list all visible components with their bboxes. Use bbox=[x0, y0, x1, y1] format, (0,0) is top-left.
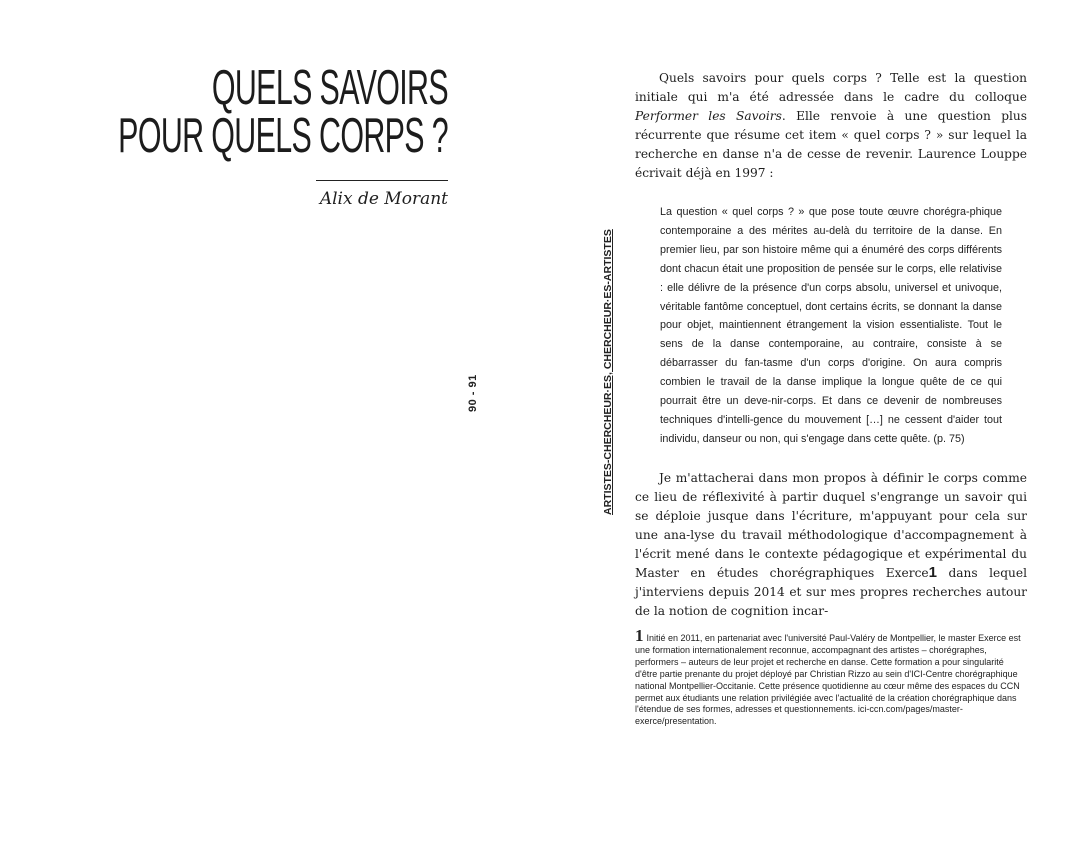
body-paragraph bbox=[635, 469, 1027, 621]
intro-text-1: Quels savoirs pour quels corps ? Telle est la question initiale qui m'a été adressée dans le cadre du colloque bbox=[635, 71, 1027, 104]
main-text-column bbox=[635, 69, 1027, 621]
footnote-reference[interactable]: 1 bbox=[928, 563, 937, 581]
chapter-title bbox=[0, 61, 448, 163]
body-text-2: dans lequel j'interviens depuis 2014 et sur mes propres recherches autour de la notion de cognition incar- bbox=[635, 565, 1027, 618]
title-line-1: QUELS SAVOIRS bbox=[211, 61, 448, 115]
intro-paragraph bbox=[635, 69, 1027, 183]
title-divider bbox=[316, 180, 448, 181]
page-numbers: 90 - 91 bbox=[467, 374, 479, 412]
footnote bbox=[635, 626, 1027, 728]
running-head: ARTISTES-CHERCHEUR·ES, CHERCHEUR·ES-ARTISTES bbox=[602, 229, 614, 515]
author-name: Alix de Morant bbox=[319, 189, 448, 209]
title-line-2: POUR QUELS CORPS ? bbox=[118, 109, 448, 163]
block-quote: La question « quel corps ? » que pose toute œuvre chorégra-phique contemporaine a des mérites au-delà du territoire de la danse. En premier lieu, par son histoire même qui a énuméré des corps différents dont chacun était une proposition de pensée sur le corps, elle relativise : elle délivre de la présence d'un corps absolu, universel et univoque, véritable fantôme conceptuel, dont certains écrits, se donnant la danse pour objet, maintiennent étrangement la vision essentialiste. Tout le sens de la danse contemporaine, au contraire, consiste à se débarrasser du fan-tasme d'un corps d'origine. On aura compris combien le travail de la danse implique la longue quête de ce qui pourrait être un deve-nir-corps. Et dans ce devenir de nombreuses techniques d'intelli-gence du mouvement […] ne cessent d'aider tout individu, danseur ou non, qui s'engage dans cette quête. (p. 75) bbox=[660, 206, 1002, 445]
footnote-number: 1 bbox=[635, 626, 644, 645]
footnote-text: Initié en 2011, en partenariat avec l'université Paul-Valéry de Montpellier, le master Exerce est une formation internationalement reconnue, accompagnant des artistes – chorégraphes, performers – auteurs de leur projet et recherche en danse. Cette formation a pour singularité d'être partie prenante du projet déployé par Christian Rizzo au sein d'ICI-Centre chorégraphique national Montpellier-Occitanie. Cette présence quotidienne au cœur même des espaces du CCN permet aux étudiants une relation privilégiée avec l'actualité de la création chorégraphique dans l'étendue de ses formes, adresses et questionnements. ici-ccn.com/pages/master-exerce/presentation. bbox=[635, 633, 1021, 727]
intro-italic-title: Performer les Savoirs bbox=[635, 109, 782, 123]
body-text-1: Je m'attacherai dans mon propos à définir le corps comme ce lieu de réflexivité à partir duquel s'engrange un savoir qui se déploie jusque dans l'écriture, m'appuyant pour cela sur une ana-lyse du travail méthodologique d'accompagnement à l'écrit mené dans le contexte pédagogique et expérimental du Master en études chorégraphiques Exerce bbox=[635, 470, 1027, 580]
intro-text-2: . Elle renvoie à une question plus récurrente que résume cet item « quel corps ? » sur lequel la recherche en danse n'a de cesse de revenir. Laurence Louppe écrivait déjà en 1997 : bbox=[635, 109, 1028, 180]
